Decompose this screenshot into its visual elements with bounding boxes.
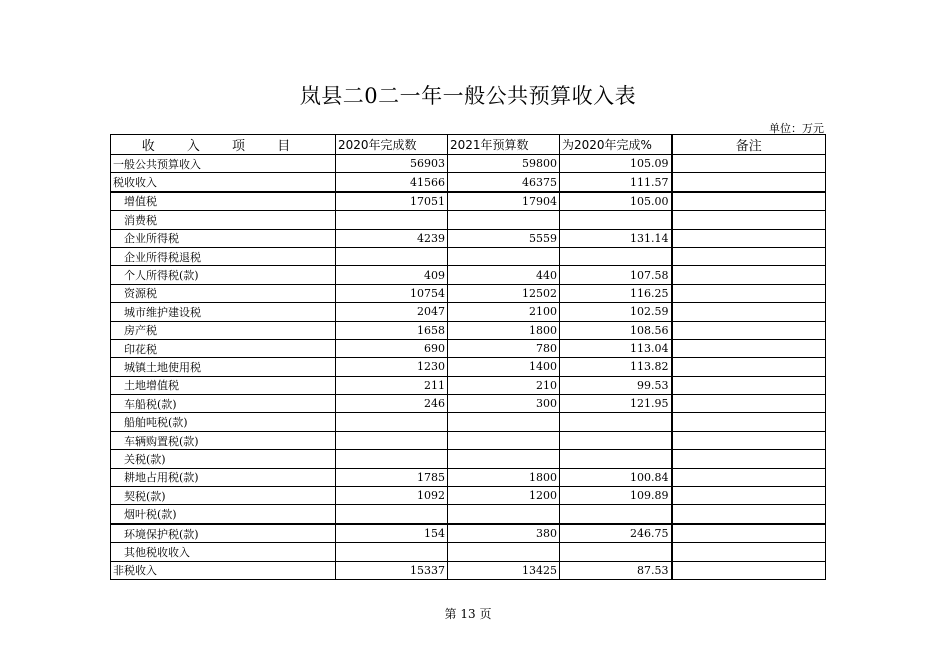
row-2021-budget [448, 543, 560, 561]
row-2021-budget: 1800 [448, 468, 560, 486]
row-item-name: 企业所得税 [111, 229, 336, 247]
row-2021-budget [448, 431, 560, 449]
row-note [672, 211, 826, 229]
row-item-name: 耕地占用税(款) [111, 468, 336, 486]
row-2020-actual: 56903 [336, 155, 448, 173]
row-2020-actual: 1092 [336, 487, 448, 505]
row-2021-budget: 5559 [448, 229, 560, 247]
row-percent: 107.58 [560, 266, 672, 284]
row-percent: 113.82 [560, 358, 672, 376]
row-note [672, 450, 826, 468]
row-note [672, 155, 826, 173]
row-item-name: 船舶吨税(款) [111, 413, 336, 431]
table-row [111, 155, 826, 173]
row-2021-budget: 1800 [448, 321, 560, 339]
row-2021-budget [448, 247, 560, 265]
row-2020-actual: 690 [336, 339, 448, 357]
row-2021-budget: 46375 [448, 173, 560, 192]
row-2020-actual: 2047 [336, 303, 448, 321]
row-percent [560, 505, 672, 524]
row-percent [560, 413, 672, 431]
row-item-name: 车辆购置税(款) [111, 431, 336, 449]
row-percent: 113.04 [560, 339, 672, 357]
row-2021-budget [448, 413, 560, 431]
row-percent [560, 543, 672, 561]
row-note [672, 413, 826, 431]
table-row [111, 543, 826, 561]
row-percent [560, 450, 672, 468]
row-percent: 99.53 [560, 376, 672, 394]
row-2021-budget: 13425 [448, 561, 560, 579]
table-row [111, 303, 826, 321]
row-2020-actual: 211 [336, 376, 448, 394]
row-percent [560, 247, 672, 265]
row-item-name: 环境保护税(款) [111, 524, 336, 543]
row-item-name: 个人所得税(款) [111, 266, 336, 284]
row-2021-budget: 12502 [448, 284, 560, 302]
row-2020-actual: 10754 [336, 284, 448, 302]
table-row [111, 358, 826, 376]
row-2020-actual: 15337 [336, 561, 448, 579]
row-2020-actual [336, 543, 448, 561]
row-percent: 109.89 [560, 487, 672, 505]
table-row [111, 487, 826, 505]
row-note [672, 358, 826, 376]
table-row [111, 413, 826, 431]
row-item-name: 增值税 [111, 192, 336, 211]
header-note: 备注 [672, 135, 826, 155]
row-item-name: 印花税 [111, 339, 336, 357]
row-item-name: 车船税(款) [111, 395, 336, 413]
row-note [672, 395, 826, 413]
table-row [111, 450, 826, 468]
row-item-name: 契税(款) [111, 487, 336, 505]
row-2021-budget: 440 [448, 266, 560, 284]
row-2020-actual: 246 [336, 395, 448, 413]
row-2021-budget: 2100 [448, 303, 560, 321]
row-percent: 105.00 [560, 192, 672, 211]
row-item-name: 土地增值税 [111, 376, 336, 394]
header-2021-budget: 2021年预算数 [448, 135, 560, 155]
row-2020-actual [336, 505, 448, 524]
row-percent: 246.75 [560, 524, 672, 543]
row-2021-budget: 300 [448, 395, 560, 413]
row-note [672, 284, 826, 302]
row-item-name: 资源税 [111, 284, 336, 302]
row-item-name: 城市维护建设税 [111, 303, 336, 321]
row-2020-actual [336, 431, 448, 449]
row-percent: 111.57 [560, 173, 672, 192]
row-note [672, 431, 826, 449]
table-row [111, 247, 826, 265]
revenue-table [110, 134, 826, 580]
row-item-name: 房产税 [111, 321, 336, 339]
row-percent: 116.25 [560, 284, 672, 302]
row-2021-budget: 17904 [448, 192, 560, 211]
row-2021-budget: 380 [448, 524, 560, 543]
row-note [672, 468, 826, 486]
row-item-name: 烟叶税(款) [111, 505, 336, 524]
table-row [111, 229, 826, 247]
row-percent: 100.84 [560, 468, 672, 486]
row-note [672, 303, 826, 321]
unit-label: 单位：万元 [769, 122, 824, 135]
row-note [672, 173, 826, 192]
page-number: 第 13 页 [444, 607, 492, 621]
row-note [672, 376, 826, 394]
header-item: 收 入 项 目 [111, 135, 336, 155]
table-row [111, 505, 826, 524]
row-item-name: 税收收入 [111, 173, 336, 192]
row-2021-budget [448, 450, 560, 468]
row-note [672, 229, 826, 247]
row-percent [560, 211, 672, 229]
row-2021-budget: 1400 [448, 358, 560, 376]
row-percent: 105.09 [560, 155, 672, 173]
row-item-name: 企业所得税退税 [111, 247, 336, 265]
row-item-name: 关税(款) [111, 450, 336, 468]
table-row [111, 339, 826, 357]
row-note [672, 505, 826, 524]
row-percent: 87.53 [560, 561, 672, 579]
row-2020-actual: 1658 [336, 321, 448, 339]
table-row [111, 524, 826, 543]
table-row [111, 266, 826, 284]
row-2021-budget: 59800 [448, 155, 560, 173]
table-row [111, 431, 826, 449]
row-note [672, 247, 826, 265]
row-2021-budget: 780 [448, 339, 560, 357]
row-percent: 102.59 [560, 303, 672, 321]
table-row [111, 284, 826, 302]
row-percent [560, 431, 672, 449]
page-title: 岚县二0二一年一般公共预算收入表 [299, 84, 637, 108]
row-2020-actual: 17051 [336, 192, 448, 211]
row-2020-actual: 154 [336, 524, 448, 543]
row-2020-actual [336, 211, 448, 229]
row-note [672, 266, 826, 284]
row-2020-actual [336, 450, 448, 468]
row-2020-actual [336, 247, 448, 265]
row-percent: 121.95 [560, 395, 672, 413]
row-note [672, 487, 826, 505]
row-2020-actual: 409 [336, 266, 448, 284]
table-row [111, 321, 826, 339]
row-item-name: 消费税 [111, 211, 336, 229]
header-percent: 为2020年完成% [560, 135, 672, 155]
row-note [672, 192, 826, 211]
row-2020-actual: 41566 [336, 173, 448, 192]
table-row [111, 192, 826, 211]
row-note [672, 339, 826, 357]
table-row [111, 561, 826, 579]
row-item-name: 非税收入 [111, 561, 336, 579]
row-2021-budget: 210 [448, 376, 560, 394]
row-note [672, 524, 826, 543]
row-2021-budget [448, 505, 560, 524]
row-2021-budget [448, 211, 560, 229]
table-row [111, 468, 826, 486]
row-item-name: 其他税收收入 [111, 543, 336, 561]
table-row [111, 211, 826, 229]
row-note [672, 321, 826, 339]
row-note [672, 543, 826, 561]
table-row [111, 395, 826, 413]
row-note [672, 561, 826, 579]
row-2020-actual: 4239 [336, 229, 448, 247]
header-2020-actual: 2020年完成数 [336, 135, 448, 155]
row-2021-budget: 1200 [448, 487, 560, 505]
table-row [111, 173, 826, 192]
table-header-row [111, 135, 826, 155]
row-2020-actual: 1230 [336, 358, 448, 376]
row-percent: 131.14 [560, 229, 672, 247]
row-item-name: 一般公共预算收入 [111, 155, 336, 173]
table-row [111, 376, 826, 394]
row-2020-actual: 1785 [336, 468, 448, 486]
row-2020-actual [336, 413, 448, 431]
row-percent: 108.56 [560, 321, 672, 339]
row-item-name: 城镇土地使用税 [111, 358, 336, 376]
